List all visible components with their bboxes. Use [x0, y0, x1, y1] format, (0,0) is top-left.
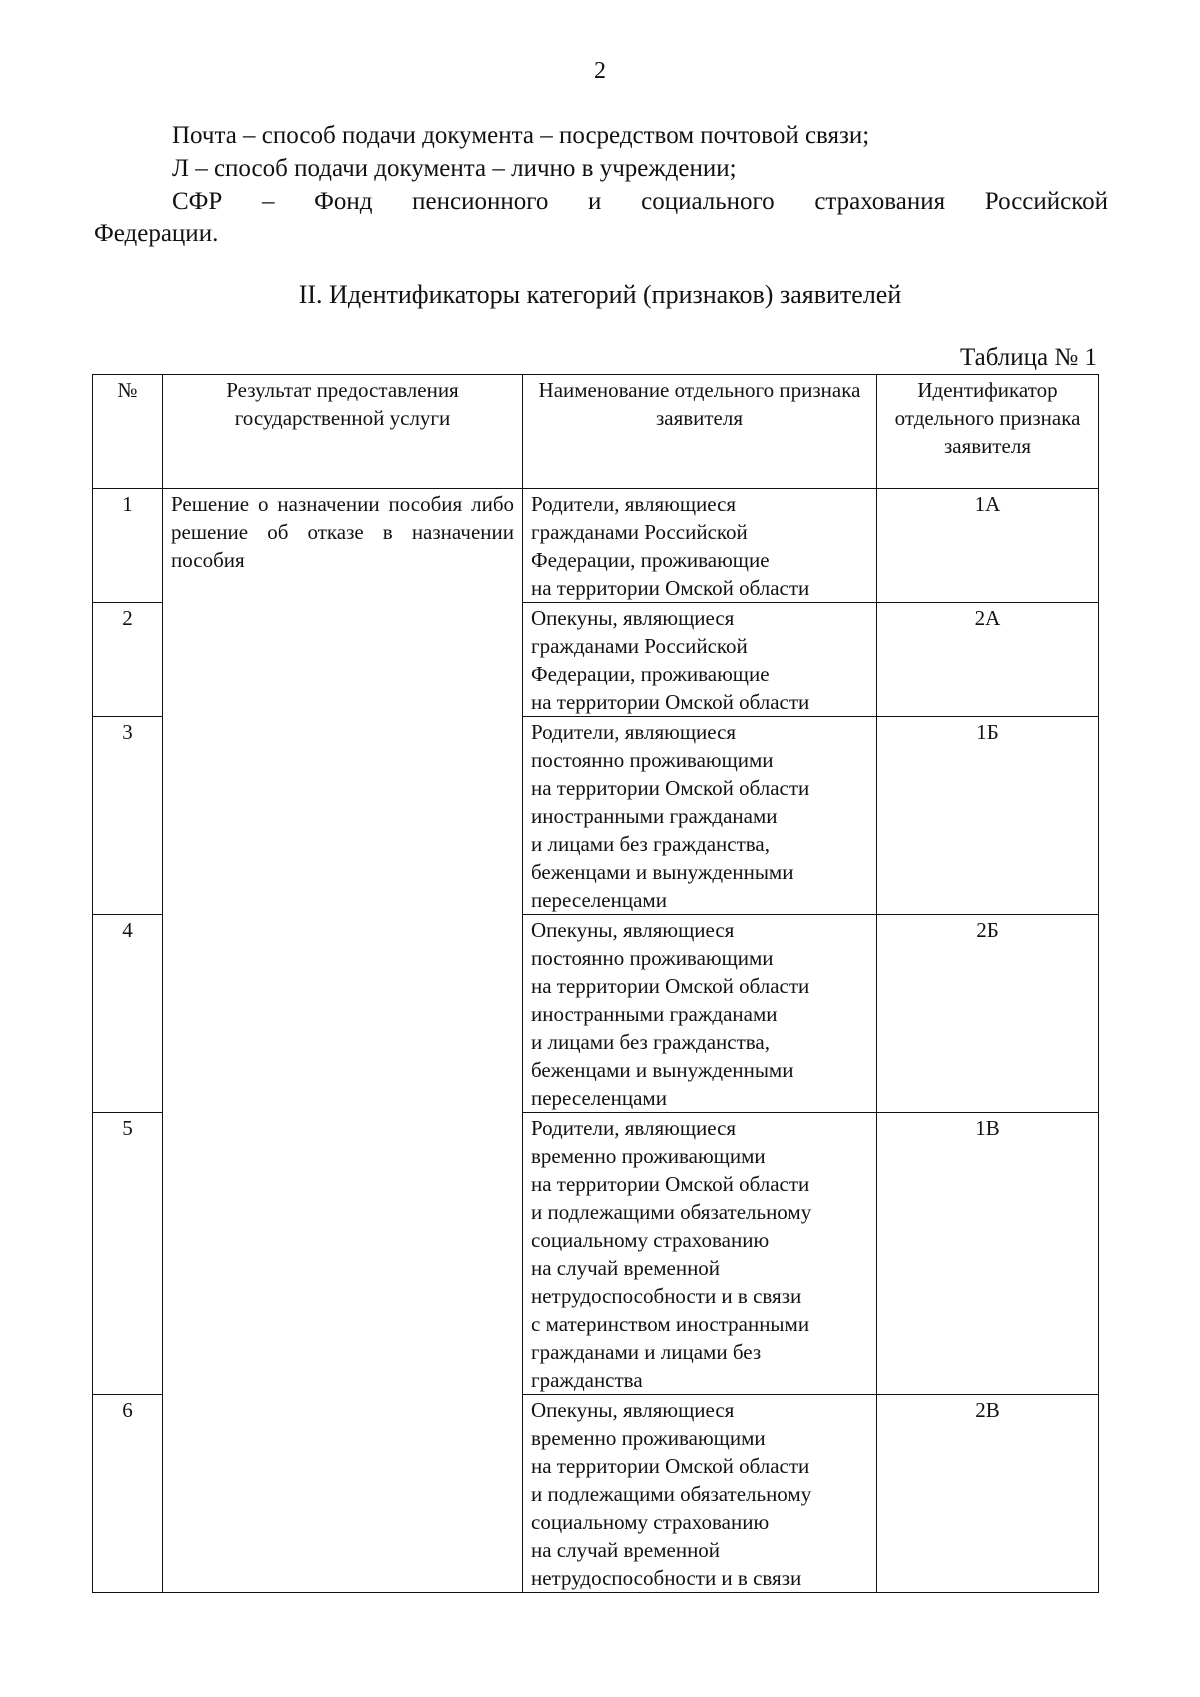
header-attribute: Наименование отдельного признака заявителя	[523, 375, 877, 489]
header-result: Результат предоставления государственной услуги	[163, 375, 523, 489]
result-cell: Решение о назначении пособия либо решение об отказе в назначении пособия	[163, 489, 523, 1593]
attribute-cell: Родители, являющиеся гражданами Российской Федерации, проживающие на территории Омской области	[523, 489, 877, 603]
attribute-cell: Родители, являющиеся постоянно проживающими на территории Омской области иностранными гражданами и лицами без гражданства, беженцами и вынужденными переселенцами	[523, 717, 877, 915]
definition-sfr	[94, 186, 1108, 250]
table-row	[93, 489, 1099, 603]
attribute-cell: Опекуны, являющиеся постоянно проживающими на территории Омской области иностранными гражданами и лицами без гражданства, беженцами и вынужденными переселенцами	[523, 915, 877, 1113]
identifier-cell: 1Б	[877, 717, 1099, 915]
definition-sfr-line2: Федерации.	[94, 220, 219, 247]
definition-personal	[94, 153, 1108, 185]
definition-personal-text: Л – способ подачи документа – лично в учреждении;	[172, 155, 737, 182]
identifier-cell: 1А	[877, 489, 1099, 603]
row-number: 5	[93, 1113, 163, 1395]
identifier-cell: 2В	[877, 1395, 1099, 1593]
table-caption: Таблица № 1	[959, 344, 1097, 371]
definition-sfr-line1: СФР – Фонд пенсионного и социального страхования Российской	[172, 188, 1108, 215]
definition-mail-text: Почта – способ подачи документа – посредством почтовой связи;	[172, 122, 870, 149]
definition-mail	[94, 120, 1108, 152]
row-number: 1	[93, 489, 163, 603]
identifier-cell: 2Б	[877, 915, 1099, 1113]
identifiers-table	[92, 374, 1099, 1593]
attribute-cell: Опекуны, являющиеся гражданами Российской Федерации, проживающие на территории Омской области	[523, 603, 877, 717]
row-number: 4	[93, 915, 163, 1113]
page-number: 2	[594, 58, 606, 84]
identifier-cell: 2А	[877, 603, 1099, 717]
header-number: №	[93, 375, 163, 489]
attribute-cell: Родители, являющиеся временно проживающими на территории Омской области и подлежащими обязательному социальному страхованию на случай временной нетрудоспособности и в связи с материнством иностранными гражданами и лицами без гражданства	[523, 1113, 877, 1395]
attribute-cell: Опекуны, являющиеся временно проживающими на территории Омской области и подлежащими обязательному социальному страхованию на случай временной нетрудоспособности и в связи	[523, 1395, 877, 1593]
section-title: II. Идентификаторы категорий (признаков) заявителей	[298, 280, 902, 309]
table-header-row	[93, 375, 1099, 489]
header-identifier: Идентификатор отдельного признака заявителя	[877, 375, 1099, 489]
identifier-cell: 1В	[877, 1113, 1099, 1395]
row-number: 6	[93, 1395, 163, 1593]
row-number: 3	[93, 717, 163, 915]
row-number: 2	[93, 603, 163, 717]
